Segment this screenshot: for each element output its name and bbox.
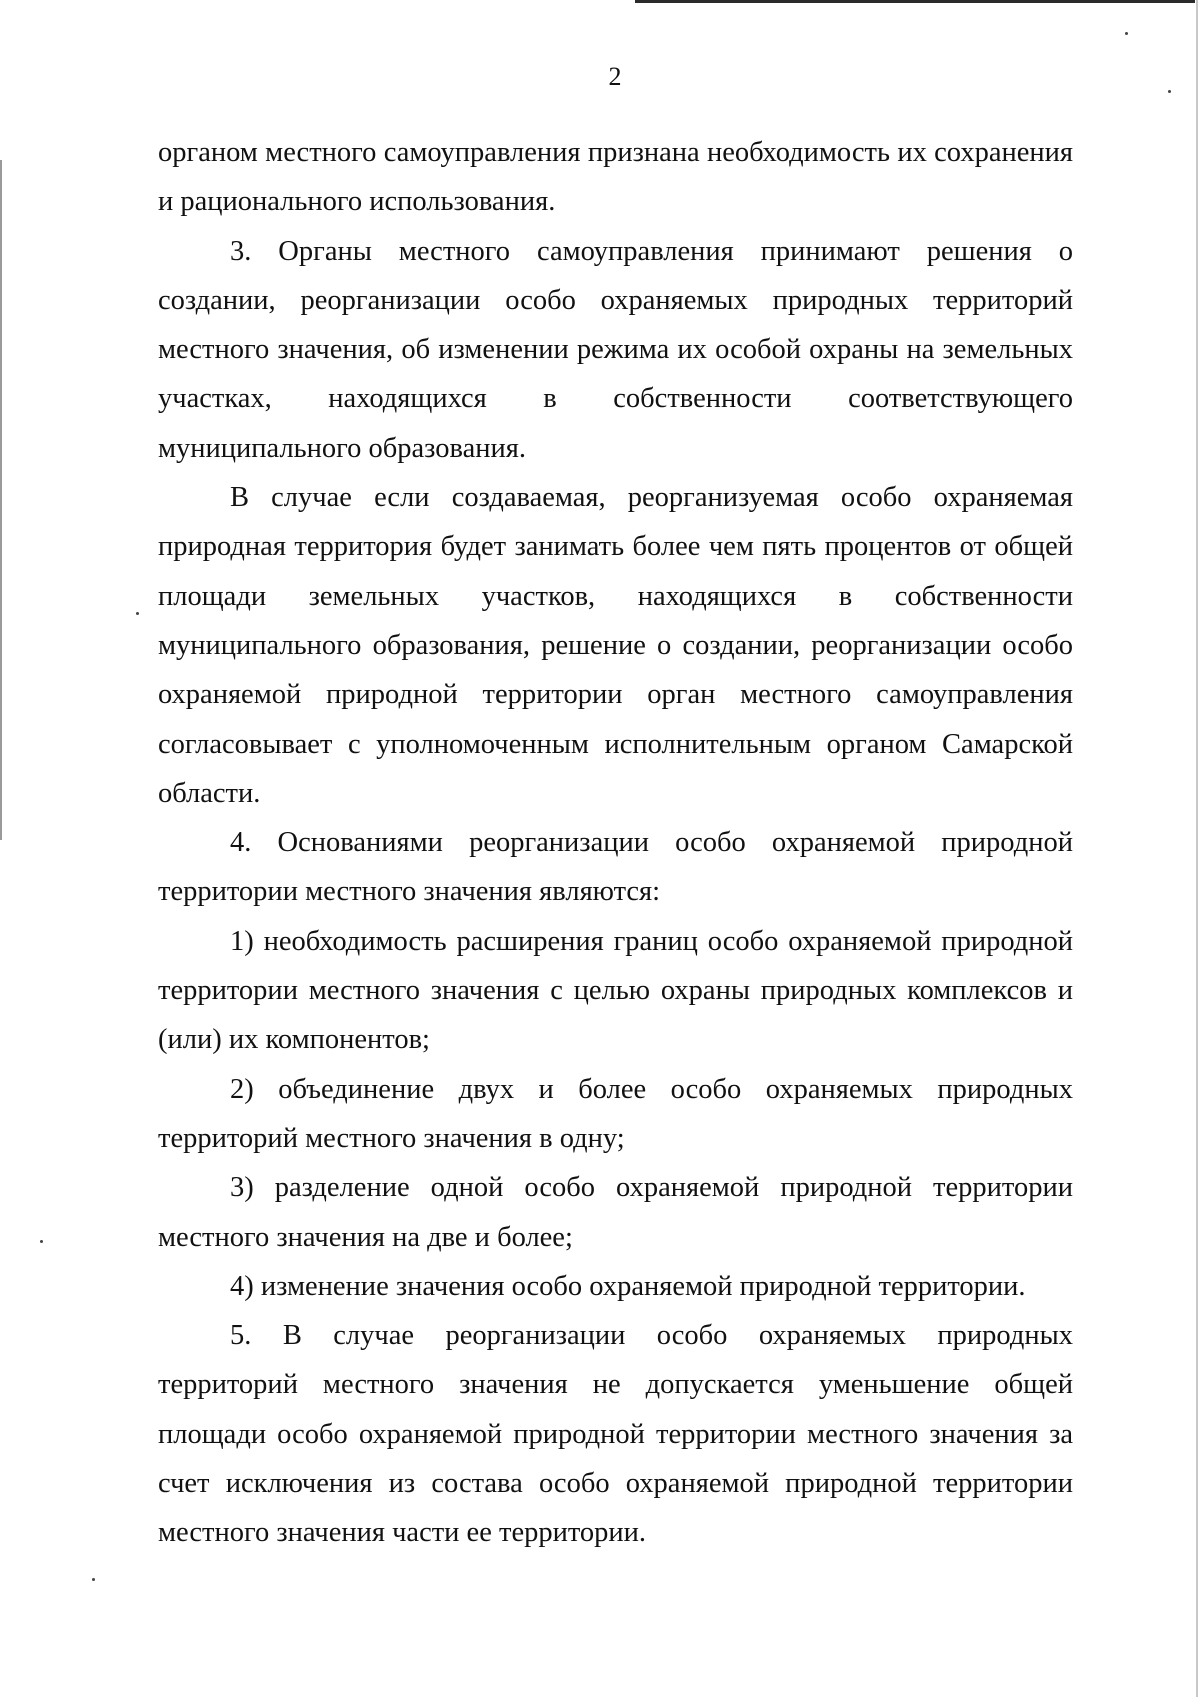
document-body bbox=[158, 128, 1073, 1558]
paragraph-clause-4: 4. Основаниями реорганизации особо охраняемой природной территории местного значения являются: bbox=[158, 827, 1073, 908]
scan-speck bbox=[40, 1240, 43, 1243]
paragraph-continuation: органом местного самоуправления признана необходимость их сохранения и рационального использования. bbox=[158, 137, 1073, 218]
scan-edge-right bbox=[1196, 0, 1198, 1697]
paragraph-clause-3-case: В случае если создаваемая, реорганизуемая особо охраняемая природная территория будет занимать более чем пять процентов от общей площади земельных участков, находящихся в собственности муниципального образования, решение о создании, реорганизации особо охраняемой природной территории орган местного самоуправления согласовывает с уполномоченным исполнительным органом Самарской области. bbox=[158, 482, 1073, 809]
list-item-1: 1) необходимость расширения границ особо охраняемой природной территории местного значения с целью охраны природных комплексов и (или) их компонентов; bbox=[158, 925, 1073, 1056]
list-item-4: 4) изменение значения особо охраняемой природной территории. bbox=[230, 1270, 1026, 1302]
list-item-2: 2) объединение двух и более особо охраняемых природных территорий местного значения в одну; bbox=[158, 1073, 1073, 1154]
scan-edge-top bbox=[635, 0, 1195, 3]
list-item-3: 3) разделение одной особо охраняемой природной территории местного значения на две и более; bbox=[158, 1172, 1073, 1253]
scan-speck bbox=[136, 612, 139, 615]
paragraph-clause-3: 3. Органы местного самоуправления принимают решения о создании, реорганизации особо охраняемых природных территорий местного значения, об изменении режима их особой охраны на земельных участках, находящихся в собственности соответствующего муниципального образования. bbox=[158, 235, 1073, 464]
scan-speck bbox=[92, 1578, 95, 1581]
page-number: 2 bbox=[608, 62, 622, 91]
scan-edge-left bbox=[0, 160, 2, 840]
scan-speck bbox=[1125, 32, 1128, 35]
paragraph-clause-5: 5. В случае реорганизации особо охраняемых природных территорий местного значения не допускается уменьшение общей площади особо охраняемой природной территории местного значения за счет исключения из состава особо охраняемой природной территории местного значения части ее территории. bbox=[158, 1320, 1073, 1549]
